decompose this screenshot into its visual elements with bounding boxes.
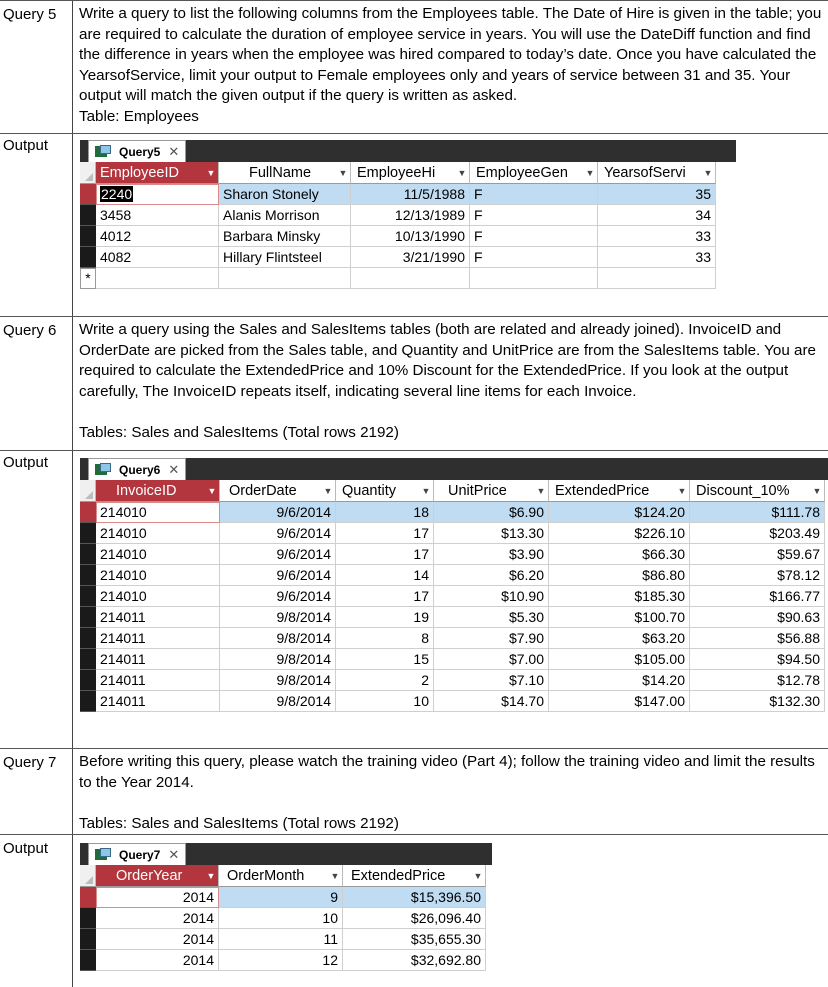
table-cell[interactable] <box>96 205 219 226</box>
new-record-cell[interactable] <box>219 268 351 289</box>
cell-value: 10 <box>413 693 429 709</box>
column-header-fullname[interactable] <box>219 162 351 184</box>
query7-output-label: Output <box>3 840 49 857</box>
cell-value: 14 <box>413 567 429 583</box>
cell-value: F <box>474 186 483 202</box>
table-cell[interactable] <box>470 205 598 226</box>
table-cell[interactable] <box>549 670 690 691</box>
cell-value: $10.90 <box>501 588 544 604</box>
table-cell[interactable] <box>434 607 549 628</box>
cell-value: F <box>474 249 483 265</box>
record-selector[interactable] <box>80 184 96 205</box>
cell-value: 19 <box>413 609 429 625</box>
cell-value: $86.80 <box>642 567 685 583</box>
cell-value: 214011 <box>100 609 146 625</box>
table-cell[interactable] <box>96 887 219 908</box>
dropdown-arrow-icon[interactable]: ▼ <box>323 485 333 496</box>
query5-grid <box>80 162 736 309</box>
cell-value: 10 <box>322 910 338 926</box>
cell-value: 17 <box>413 525 429 541</box>
record-selector[interactable] <box>80 586 96 607</box>
cell-value: 9/6/2014 <box>276 525 331 541</box>
cell-value: 33 <box>695 249 711 265</box>
record-selector[interactable] <box>80 908 96 929</box>
table-cell[interactable] <box>336 649 434 670</box>
query6-text <box>79 320 825 443</box>
new-record-marker: * <box>85 270 91 286</box>
table-cell[interactable] <box>434 649 549 670</box>
cell-value: 9/8/2014 <box>276 609 331 625</box>
table-cell[interactable] <box>351 247 470 268</box>
tab-title: Query5 <box>119 144 161 159</box>
query6-table-line: Tables: Sales and SalesItems (Total rows 2192) <box>79 423 399 441</box>
header-text: Quantity <box>342 482 396 499</box>
tab-bar <box>80 458 828 480</box>
cell-value: $105.00 <box>634 651 685 667</box>
cell-value: Sharon Stonely <box>223 186 319 202</box>
table-cell[interactable] <box>690 565 825 586</box>
cell-value: 214010 <box>100 588 147 604</box>
table-cell[interactable] <box>434 544 549 565</box>
table-cell[interactable] <box>690 607 825 628</box>
record-selector[interactable] <box>80 628 96 649</box>
query6-datasheet <box>80 458 828 748</box>
table-cell[interactable] <box>549 691 690 712</box>
column-header-orderdate[interactable] <box>220 480 336 502</box>
cell-value: $132.30 <box>769 693 820 709</box>
select-all-corner[interactable] <box>80 162 96 184</box>
cell-value: $13.30 <box>501 525 544 541</box>
dropdown-arrow-icon[interactable]: ▼ <box>206 167 216 178</box>
spacer <box>79 793 825 814</box>
table-cell[interactable] <box>219 929 343 950</box>
table-cell[interactable] <box>336 565 434 586</box>
cell-value: 12/13/1989 <box>394 207 465 223</box>
dropdown-arrow-icon[interactable]: ▼ <box>585 167 595 178</box>
query6-grid <box>80 480 828 748</box>
row-divider <box>0 748 828 749</box>
table-cell[interactable] <box>219 908 343 929</box>
table-cell[interactable] <box>434 523 549 544</box>
table-cell[interactable] <box>219 950 343 971</box>
cell-value: 9/8/2014 <box>276 672 331 688</box>
header-text: OrderDate <box>229 482 297 499</box>
cell-value: $7.10 <box>508 672 544 688</box>
column-header-employeegender[interactable] <box>470 162 598 184</box>
record-selector[interactable] <box>80 649 96 670</box>
dropdown-arrow-icon[interactable]: ▼ <box>677 485 687 496</box>
header-text: UnitPrice <box>448 482 507 499</box>
tab-title: Query6 <box>119 462 161 477</box>
datasheet-icon <box>95 463 111 476</box>
cell-value: $166.77 <box>769 588 820 604</box>
cell-value: Alanis Morrison <box>223 207 320 223</box>
cell-value: 2014 <box>182 889 214 905</box>
column-header-yearsofservice[interactable] <box>598 162 716 184</box>
select-all-corner[interactable] <box>80 865 96 887</box>
cell-value: $203.49 <box>769 525 820 541</box>
cell-value: $12.78 <box>777 672 820 688</box>
datasheet-icon <box>95 145 111 158</box>
cell-value: $7.90 <box>508 630 544 646</box>
cell-value: $66.30 <box>642 546 685 562</box>
header-text: InvoiceID <box>116 482 177 499</box>
table-cell[interactable] <box>598 184 716 205</box>
table-cell[interactable] <box>336 502 434 523</box>
cell-value: $5.30 <box>508 609 544 625</box>
cell-value: $7.00 <box>508 651 544 667</box>
table-cell[interactable] <box>336 586 434 607</box>
cell-value: $32,692.80 <box>410 952 481 968</box>
cell-value: 11 <box>323 931 338 947</box>
cell-value: 214010 <box>100 504 147 520</box>
table-cell[interactable] <box>220 586 336 607</box>
table-cell[interactable] <box>220 565 336 586</box>
dropdown-arrow-icon[interactable]: ▼ <box>703 167 713 178</box>
cell-value: $90.63 <box>777 609 820 625</box>
table-cell[interactable] <box>690 691 825 712</box>
table-cell[interactable] <box>336 544 434 565</box>
record-selector[interactable] <box>80 607 96 628</box>
table-cell[interactable] <box>690 586 825 607</box>
header-text: ExtendedPrice <box>555 482 650 499</box>
table-cell[interactable] <box>220 607 336 628</box>
record-selector[interactable] <box>80 544 96 565</box>
query5-tab[interactable] <box>88 140 186 162</box>
table-cell[interactable] <box>598 205 716 226</box>
table-cell[interactable] <box>96 247 219 268</box>
column-header-unitprice[interactable] <box>434 480 549 502</box>
cell-value: 15 <box>413 651 429 667</box>
record-selector[interactable] <box>80 226 96 247</box>
cell-value: 214011 <box>100 630 146 646</box>
table-cell[interactable] <box>96 628 220 649</box>
record-selector[interactable] <box>80 887 96 908</box>
new-record-selector[interactable] <box>80 268 96 289</box>
table-cell[interactable] <box>220 670 336 691</box>
table-cell[interactable] <box>219 887 343 908</box>
table-cell[interactable] <box>690 502 825 523</box>
table-cell[interactable] <box>220 523 336 544</box>
table-cell[interactable] <box>96 908 219 929</box>
dropdown-arrow-icon[interactable]: ▼ <box>206 870 216 881</box>
column-header-employeeid[interactable] <box>96 162 219 184</box>
cell-value: 214010 <box>100 525 147 541</box>
column-header-extendedprice[interactable] <box>343 865 486 887</box>
query7-grid <box>80 865 492 987</box>
new-record-cell[interactable] <box>351 268 470 289</box>
cell-value: $124.20 <box>634 504 685 520</box>
table-cell[interactable] <box>434 670 549 691</box>
query6-instructions: Write a query using the Sales and SalesItems tables (both are related and already joined). InvoiceID and OrderDate are picked from the Sales table, and Quantity and UnitPrice are from the SalesItems table. You are required to calculate the ExtendedPrice and 10% Discount for the ExtendedPrice. If you look at the output carefully, The InvoiceID repeats itself, indicating several line items for each Invoice. <box>79 321 816 400</box>
cell-value: 9/8/2014 <box>276 651 331 667</box>
tab-title: Query7 <box>119 847 161 862</box>
cell-value: $147.00 <box>634 693 685 709</box>
cell-value: $185.30 <box>634 588 685 604</box>
table-cell[interactable] <box>96 607 220 628</box>
table-cell[interactable] <box>96 670 220 691</box>
table-cell[interactable] <box>96 649 220 670</box>
cell-value: 9/8/2014 <box>276 630 331 646</box>
table-cell[interactable] <box>598 247 716 268</box>
table-cell[interactable] <box>549 565 690 586</box>
cell-value: 35 <box>695 186 711 202</box>
table-cell[interactable] <box>96 950 219 971</box>
record-selector[interactable] <box>80 502 96 523</box>
table-cell[interactable] <box>470 226 598 247</box>
table-cell[interactable] <box>220 649 336 670</box>
table-cell[interactable] <box>549 649 690 670</box>
record-selector[interactable] <box>80 950 96 971</box>
cell-value: 4082 <box>100 249 132 265</box>
cell-value: 11/5/1988 <box>403 186 465 202</box>
cell-value: 2240 <box>101 186 133 202</box>
record-selector[interactable] <box>80 523 96 544</box>
table-cell[interactable] <box>549 502 690 523</box>
column-header-extendedprice[interactable] <box>549 480 690 502</box>
table-cell[interactable] <box>96 226 219 247</box>
cell-value: 2014 <box>182 931 214 947</box>
cell-value: 17 <box>413 546 429 562</box>
cell-value: $111.78 <box>771 504 820 520</box>
dropdown-arrow-icon[interactable]: ▼ <box>207 485 217 496</box>
cell-value: $14.70 <box>501 693 544 709</box>
query5-datasheet <box>80 140 736 309</box>
table-cell[interactable] <box>343 908 486 929</box>
column-header-orderyear[interactable] <box>96 865 219 887</box>
cell-value: 9/6/2014 <box>276 567 331 583</box>
table-cell[interactable] <box>351 205 470 226</box>
table-cell[interactable] <box>351 184 470 205</box>
tab-bar <box>80 843 492 865</box>
cell-value: 10/13/1990 <box>394 228 465 244</box>
table-cell[interactable] <box>351 226 470 247</box>
cell-value: 34 <box>695 207 711 223</box>
record-selector[interactable] <box>80 670 96 691</box>
cell-value: 2 <box>421 672 429 688</box>
table-cell[interactable] <box>690 628 825 649</box>
cell-value: F <box>474 228 483 244</box>
table-cell[interactable] <box>96 523 220 544</box>
column-header-discount[interactable] <box>690 480 825 502</box>
row-divider <box>0 133 828 134</box>
cell-value: $94.50 <box>777 651 820 667</box>
row-divider <box>0 450 828 451</box>
dropdown-arrow-icon[interactable]: ▼ <box>330 870 340 881</box>
header-text: EmployeeID <box>100 164 179 181</box>
query5-table-line: Table: Employees <box>79 107 199 125</box>
header-text: EmployeeGen <box>476 164 568 181</box>
dropdown-arrow-icon[interactable]: ▼ <box>457 167 467 178</box>
cell-value: $56.88 <box>777 630 820 646</box>
query5-output-label: Output <box>3 137 49 154</box>
cell-value: 214010 <box>100 546 147 562</box>
new-record-cell[interactable] <box>96 268 219 289</box>
cell-value: $35,655.30 <box>410 931 481 947</box>
new-record-cell[interactable] <box>470 268 598 289</box>
cell-value: 12 <box>322 952 338 968</box>
table-cell[interactable] <box>549 544 690 565</box>
query5-text <box>79 4 825 127</box>
query6-label: Query 6 <box>3 322 57 339</box>
column-divider <box>72 0 73 987</box>
cell-value: $3.90 <box>508 546 544 562</box>
table-cell[interactable] <box>336 607 434 628</box>
query5-instructions: Write a query to list the following columns from the Employees table. The Date of Hire is given in the table; you are required to calculate the duration of employee service in years. You will use the DateDiff function and find the difference in years when the employee was hired compared to today’s date. Once you have calculated the YearsofService, limit your output to Female employees only and years of service between 31 and 35. Your output will match the given output if the query is written as asked. <box>79 5 822 104</box>
table-cell[interactable] <box>336 628 434 649</box>
table-cell[interactable] <box>470 184 598 205</box>
table-cell[interactable] <box>96 586 220 607</box>
header-text: YearsofServi <box>604 164 686 181</box>
close-icon[interactable]: ✕ <box>168 461 180 477</box>
close-icon[interactable]: ✕ <box>168 143 180 159</box>
table-cell[interactable] <box>336 691 434 712</box>
cell-value: 33 <box>695 228 711 244</box>
table-cell[interactable] <box>434 586 549 607</box>
record-selector[interactable] <box>80 691 96 712</box>
table-cell[interactable] <box>549 607 690 628</box>
table-cell[interactable] <box>343 887 486 908</box>
table-cell[interactable] <box>434 565 549 586</box>
row-divider <box>0 316 828 317</box>
table-cell[interactable] <box>690 670 825 691</box>
table-cell[interactable] <box>690 544 825 565</box>
cell-value: 18 <box>413 504 429 520</box>
cell-value: $63.20 <box>642 630 685 646</box>
cell-value: 2014 <box>182 952 214 968</box>
table-cell[interactable] <box>549 628 690 649</box>
table-cell[interactable] <box>690 523 825 544</box>
cell-value: $226.10 <box>634 525 685 541</box>
spacer <box>79 402 825 423</box>
tab-bar <box>80 140 736 162</box>
cell-value: F <box>474 207 483 223</box>
cell-value: 9/6/2014 <box>276 504 331 520</box>
select-all-corner[interactable] <box>80 480 96 502</box>
cell-value: 17 <box>413 588 429 604</box>
table-cell[interactable] <box>219 205 351 226</box>
table-cell[interactable] <box>336 670 434 691</box>
table-cell[interactable] <box>220 544 336 565</box>
query7-table-line: Tables: Sales and SalesItems (Total rows 2192) <box>79 814 399 832</box>
cell-value: $78.12 <box>777 567 820 583</box>
query7-instructions: Before writing this query, please watch the training video (Part 4); follow the training video and limit the results to the Year 2014. <box>79 753 815 791</box>
table-cell[interactable] <box>220 628 336 649</box>
cell-value: Hillary Flintsteel <box>223 249 322 265</box>
table-cell[interactable] <box>690 649 825 670</box>
cell-value: 9/6/2014 <box>276 546 331 562</box>
table-cell[interactable] <box>220 502 336 523</box>
cell-value: 9/8/2014 <box>276 693 331 709</box>
query7-label: Query 7 <box>3 754 57 771</box>
cell-value: $6.20 <box>508 567 544 583</box>
dropdown-arrow-icon[interactable]: ▼ <box>421 485 431 496</box>
record-selector[interactable] <box>80 205 96 226</box>
cell-value: 2014 <box>182 910 214 926</box>
table-cell[interactable] <box>549 523 690 544</box>
table-cell[interactable] <box>434 628 549 649</box>
close-icon[interactable]: ✕ <box>168 846 180 862</box>
column-header-invoiceid[interactable] <box>96 480 220 502</box>
cell-value: $14.20 <box>642 672 685 688</box>
dropdown-arrow-icon[interactable]: ▼ <box>473 870 483 881</box>
datasheet-icon <box>95 848 111 861</box>
cell-value: 214011 <box>100 651 146 667</box>
cell-value: Barbara Minsky <box>223 228 321 244</box>
table-cell[interactable] <box>470 247 598 268</box>
record-selector[interactable] <box>80 565 96 586</box>
table-cell[interactable] <box>434 502 549 523</box>
query7-datasheet <box>80 843 492 987</box>
record-selector[interactable] <box>80 247 96 268</box>
query6-output-label: Output <box>3 454 49 471</box>
row-divider <box>0 0 828 1</box>
table-cell[interactable] <box>96 691 220 712</box>
query5-label: Query 5 <box>3 6 57 23</box>
cell-value: 3/21/1990 <box>402 249 465 265</box>
table-cell[interactable] <box>96 184 219 205</box>
query7-text <box>79 752 825 834</box>
table-cell[interactable] <box>336 523 434 544</box>
table-cell[interactable] <box>598 226 716 247</box>
query6-tab[interactable] <box>88 458 186 480</box>
table-cell[interactable] <box>220 691 336 712</box>
header-text: FullName <box>249 164 312 181</box>
table-cell[interactable] <box>219 184 351 205</box>
table-cell[interactable] <box>434 691 549 712</box>
cell-value: 9/6/2014 <box>276 588 331 604</box>
header-text: OrderMonth <box>227 867 305 884</box>
new-record-cell[interactable] <box>598 268 716 289</box>
cell-value: $15,396.50 <box>410 889 481 905</box>
table-cell[interactable] <box>549 586 690 607</box>
table-cell[interactable] <box>343 929 486 950</box>
cell-value: 214011 <box>100 693 146 709</box>
table-cell[interactable] <box>96 565 220 586</box>
query7-tab[interactable] <box>88 843 186 865</box>
cell-value: $6.90 <box>508 504 544 520</box>
dropdown-arrow-icon[interactable]: ▼ <box>536 485 546 496</box>
table-cell[interactable] <box>343 950 486 971</box>
dropdown-arrow-icon[interactable]: ▼ <box>338 167 348 178</box>
header-text: ExtendedPrice <box>351 867 446 884</box>
header-text: EmployeeHi <box>357 164 436 181</box>
table-cell[interactable] <box>96 929 219 950</box>
table-cell[interactable] <box>219 226 351 247</box>
cell-value: 214011 <box>100 672 146 688</box>
dropdown-arrow-icon[interactable]: ▼ <box>812 485 822 496</box>
header-text: OrderYear <box>116 867 183 884</box>
cell-value: $26,096.40 <box>410 910 481 926</box>
cell-value: $100.70 <box>634 609 685 625</box>
cell-value: $59.67 <box>777 546 820 562</box>
column-header-ordermonth[interactable] <box>219 865 343 887</box>
cell-value: 8 <box>421 630 429 646</box>
header-text: Discount_10% <box>696 482 790 499</box>
cell-value: 9 <box>330 889 338 905</box>
table-cell[interactable] <box>219 247 351 268</box>
column-header-employeehire[interactable] <box>351 162 470 184</box>
column-header-quantity[interactable] <box>336 480 434 502</box>
table-cell[interactable] <box>96 502 220 523</box>
row-divider <box>0 834 828 835</box>
record-selector[interactable] <box>80 929 96 950</box>
cell-value: 214010 <box>100 567 147 583</box>
cell-value: 4012 <box>100 228 132 244</box>
table-cell[interactable] <box>96 544 220 565</box>
cell-value: 3458 <box>100 207 132 223</box>
